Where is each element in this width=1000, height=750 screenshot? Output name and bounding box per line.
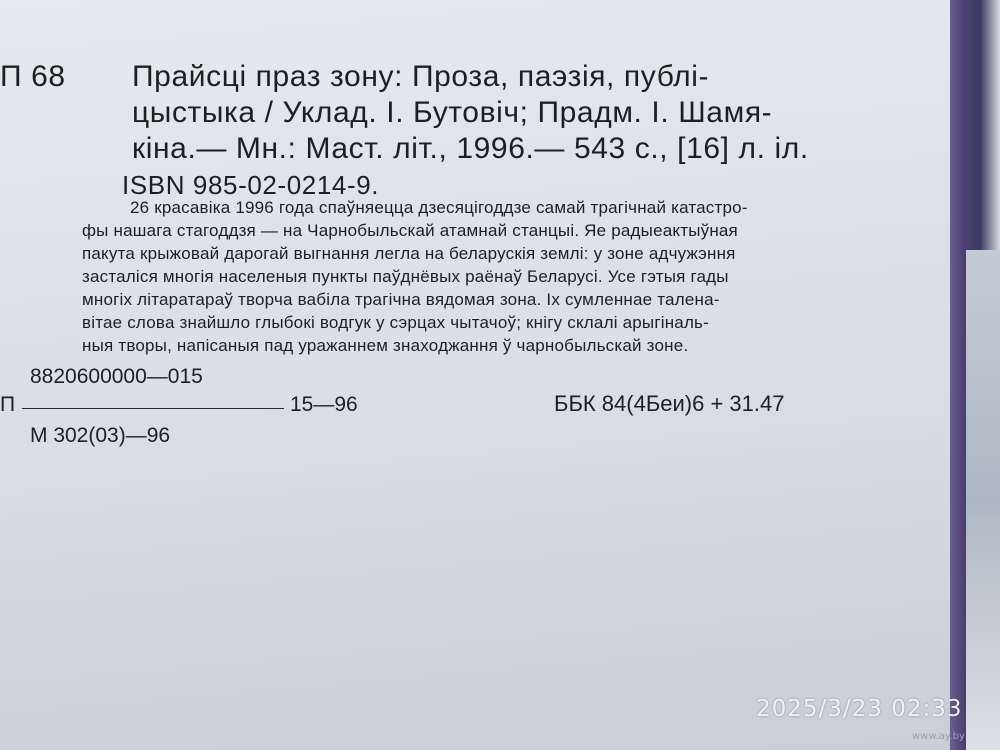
title-line-2: цыстыка / Уклад. І. Бутовіч; Прадм. І. Шамя- <box>132 96 773 129</box>
annotation-line-1: 26 красавіка 1996 года спаўняецца дзесяцігоддзе самай трагічнай катастро- <box>130 198 748 217</box>
annotation-line-3: пакута крыжовай дарогай выгнання легла на беларускія землі: у зоне адчужэння <box>82 244 736 263</box>
code-letter: П <box>0 393 16 416</box>
annotation-line-6: вітае слова знайшло глыбокі водгук у сэрцах чытачоў; кнігу склалі арыгіналь- <box>82 313 709 332</box>
background-surface <box>966 250 1000 750</box>
fraction-line <box>22 408 284 409</box>
title-line-3: кіна.— Мн.: Маст. літ., 1996.— 543 с., [16] л. іл. <box>132 132 809 165</box>
code-suffix: 15—96 <box>290 393 358 416</box>
call-number: П 68 <box>0 60 66 93</box>
code-numerator: 8820600000—015 <box>30 365 203 388</box>
code-denominator: М 302(03)—96 <box>30 424 171 447</box>
isbn: ISBN 985-02-0214-9. <box>122 170 380 200</box>
bbk-code: ББК 84(4Беи)6 + 31.47 <box>554 391 785 416</box>
annotation-line-5: многіх літаратараў творча вабіла трагічна вядомая зона. Іх сумленнае талена- <box>82 290 720 309</box>
photo-timestamp: 2025/3/23 02:33 <box>756 696 963 722</box>
title-line-1: Прайсці праз зону: Проза, паэзія, публі- <box>132 60 710 93</box>
annotation-line-7: ныя творы, напісаныя пад уражаннем знаходжання ў чарнобыльскай зоне. <box>82 336 689 355</box>
watermark: www.ay.by <box>912 731 965 742</box>
annotation-line-2: фы нашага стагоддзя — на Чарнобыльскай атамнай станцыі. Яе радыеактыўная <box>82 221 738 240</box>
annotation-line-4: засталіся многія населеныя пункты паўднёвых раёнаў Беларусі. Усе гэтыя гады <box>82 267 729 286</box>
